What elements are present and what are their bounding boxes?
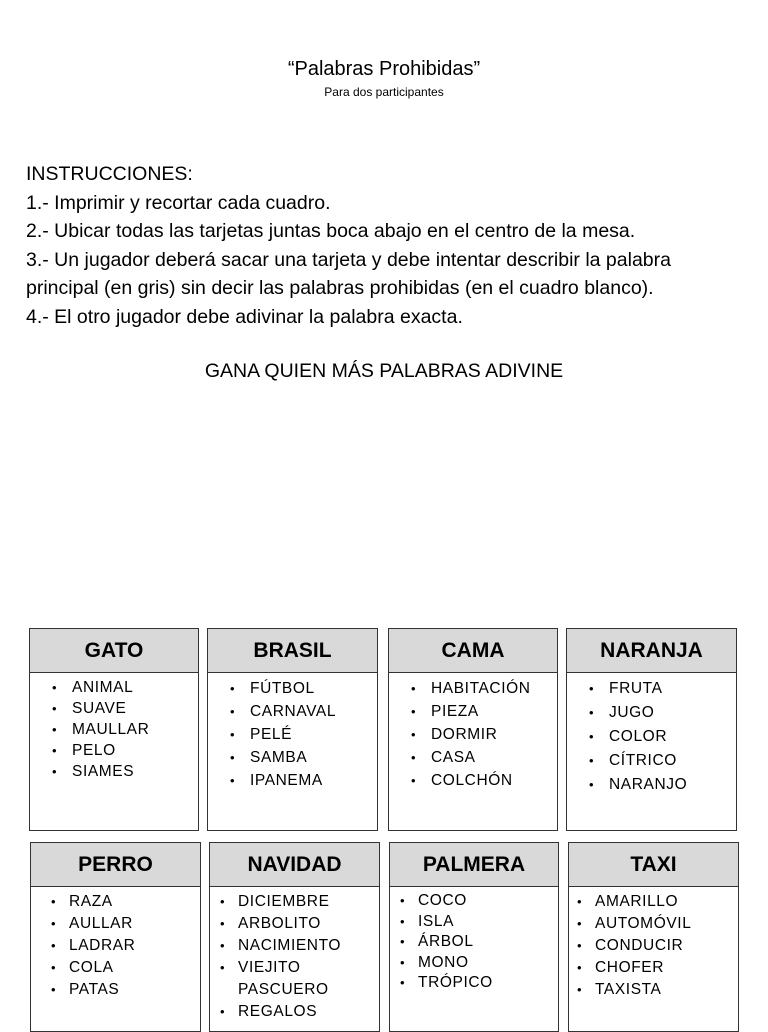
forbidden-list bbox=[389, 673, 557, 792]
card-taxi bbox=[568, 842, 739, 1032]
instructions-block bbox=[26, 160, 746, 331]
card-gato bbox=[29, 628, 199, 831]
forbidden-word: • CARNAVAL bbox=[230, 700, 377, 723]
forbidden-word: • COLOR bbox=[589, 725, 736, 749]
forbidden-list bbox=[390, 887, 558, 994]
forbidden-word: • JUGO bbox=[589, 701, 736, 725]
forbidden-word: • ANIMAL bbox=[52, 677, 198, 698]
forbidden-word: • NACIMIENTO bbox=[220, 935, 375, 957]
card-main-word: PALMERA bbox=[390, 843, 558, 887]
forbidden-list bbox=[208, 673, 377, 792]
instruction-step-3: 3.- Un jugador deberá sacar una tarjeta y debe intentar describir la palabra principal (en gris) sin decir las palabras prohibidas (en el cuadro blanco). bbox=[26, 248, 671, 299]
forbidden-word: • VIEJITO PASCUERO bbox=[220, 957, 348, 1001]
forbidden-list bbox=[567, 673, 736, 797]
forbidden-word: • AULLAR bbox=[51, 913, 200, 935]
forbidden-word: • ÁRBOL bbox=[400, 932, 558, 953]
card-main-word: PERRO bbox=[31, 843, 200, 887]
forbidden-word: • AUTOMÓVIL bbox=[577, 913, 738, 935]
forbidden-word: • IPANEMA bbox=[230, 769, 377, 792]
card-naranja bbox=[566, 628, 737, 831]
forbidden-word: • DICIEMBRE bbox=[220, 891, 375, 913]
page-subtitle: Para dos participantes bbox=[324, 85, 444, 99]
forbidden-list bbox=[31, 887, 200, 1001]
forbidden-word: • PELÉ bbox=[230, 723, 377, 746]
forbidden-word: • TAXISTA bbox=[577, 979, 738, 1001]
forbidden-list bbox=[30, 673, 198, 782]
forbidden-word: • CONDUCIR bbox=[577, 935, 738, 957]
forbidden-word: • LADRAR bbox=[51, 935, 200, 957]
card-palmera bbox=[389, 842, 559, 1032]
instructions-heading: INSTRUCCIONES: bbox=[26, 163, 193, 185]
instruction-step-1: 1.- Imprimir y recortar cada cuadro. bbox=[26, 191, 331, 214]
forbidden-word: • CHOFER bbox=[577, 957, 738, 979]
card-main-word: BRASIL bbox=[208, 629, 377, 673]
instruction-step-4: 4.- El otro jugador debe adivinar la palabra exacta. bbox=[26, 305, 463, 328]
forbidden-word: • FÚTBOL bbox=[230, 677, 377, 700]
forbidden-word: • DORMIR bbox=[411, 723, 557, 746]
forbidden-list bbox=[569, 887, 738, 1001]
forbidden-word: • CÍTRICO bbox=[589, 749, 736, 773]
forbidden-word: • CASA bbox=[411, 746, 557, 769]
card-main-word: NAVIDAD bbox=[210, 843, 379, 887]
forbidden-word: • SIAMES bbox=[52, 761, 198, 782]
winner-text: GANA QUIEN MÁS PALABRAS ADIVINE bbox=[204, 360, 564, 382]
forbidden-word: • COCO bbox=[400, 891, 558, 912]
forbidden-word: • TRÓPICO bbox=[400, 973, 558, 994]
forbidden-word: • FRUTA bbox=[589, 677, 736, 701]
forbidden-word: • AMARILLO bbox=[577, 891, 738, 913]
forbidden-word: • MONO bbox=[400, 953, 558, 974]
card-brasil bbox=[207, 628, 378, 831]
card-navidad bbox=[209, 842, 380, 1032]
card-cama bbox=[388, 628, 558, 831]
forbidden-word: • SAMBA bbox=[230, 746, 377, 769]
forbidden-word: • HABITACIÓN bbox=[411, 677, 557, 700]
forbidden-word: • MAULLAR bbox=[52, 719, 198, 740]
card-main-word: TAXI bbox=[569, 843, 738, 887]
card-perro bbox=[30, 842, 201, 1032]
card-main-word: GATO bbox=[30, 629, 198, 673]
forbidden-word: • ARBOLITO bbox=[220, 913, 375, 935]
forbidden-list bbox=[210, 887, 379, 1023]
forbidden-word: • SUAVE bbox=[52, 698, 198, 719]
forbidden-word: • COLCHÓN bbox=[411, 769, 557, 792]
card-main-word: NARANJA bbox=[567, 629, 736, 673]
instruction-step-2: 2.- Ubicar todas las tarjetas juntas boca abajo en el centro de la mesa. bbox=[26, 220, 636, 242]
forbidden-word: • RAZA bbox=[51, 891, 200, 913]
forbidden-word: • NARANJO bbox=[589, 773, 736, 797]
forbidden-word: • PATAS bbox=[51, 979, 200, 1001]
forbidden-word: • ISLA bbox=[400, 912, 558, 933]
forbidden-word: • PELO bbox=[52, 740, 198, 761]
card-main-word: CAMA bbox=[389, 629, 557, 673]
page-title: “Palabras Prohibidas” bbox=[287, 58, 481, 80]
forbidden-word: • REGALOS bbox=[220, 1001, 375, 1023]
forbidden-word: • COLA bbox=[51, 957, 200, 979]
forbidden-word: • PIEZA bbox=[411, 700, 557, 723]
